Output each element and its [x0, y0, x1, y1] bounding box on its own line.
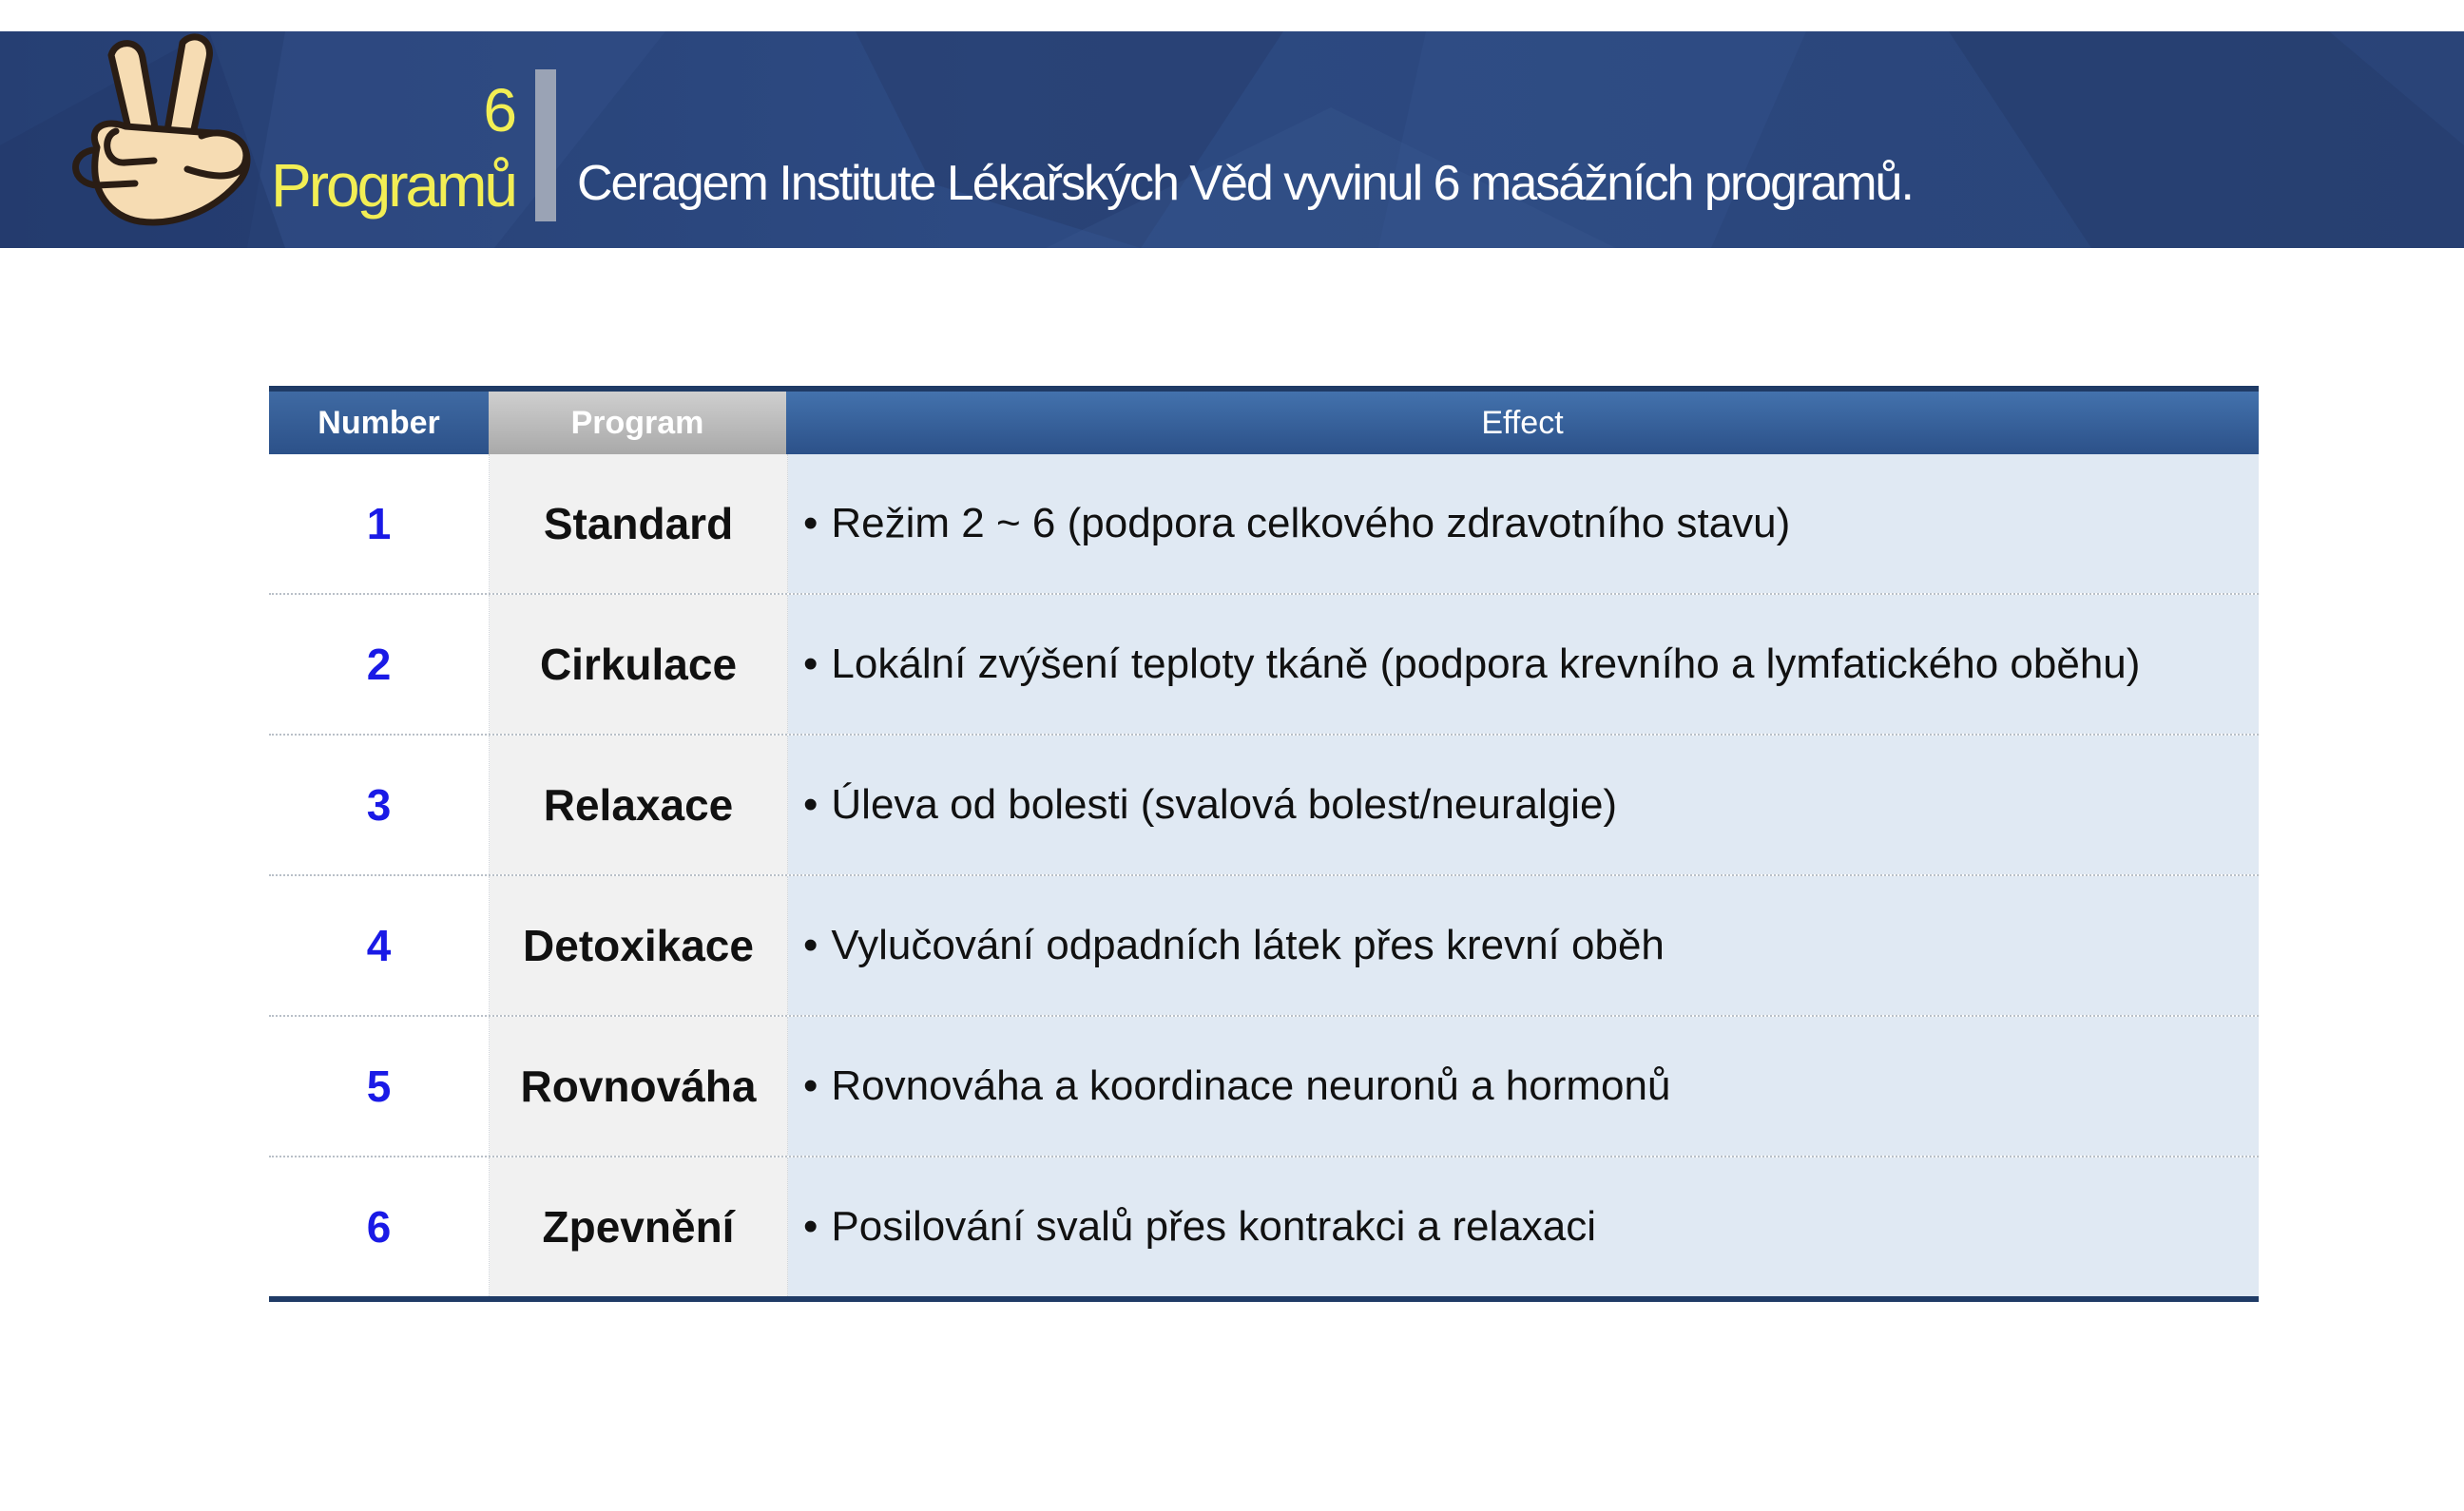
row-program: Zpevnění: [490, 1157, 788, 1296]
bullet: •: [803, 781, 818, 828]
table-bottom-rule: [269, 1296, 2259, 1302]
table-row: [269, 1157, 2259, 1296]
row-effect-text: Rovnováha a koordinace neuronů a hormonů: [831, 1062, 1671, 1109]
row-program: Cirkulace: [490, 595, 788, 734]
row-effect-text: Úleva od bolesti (svalová bolest/neuralgie): [831, 781, 1618, 828]
row-program: Standard: [490, 454, 788, 593]
row-effect: [788, 454, 2259, 593]
row-effect: [788, 1157, 2259, 1296]
row-number: 5: [269, 1017, 490, 1156]
row-program: Relaxace: [490, 736, 788, 874]
row-effect: [788, 736, 2259, 874]
row-number: 6: [269, 1157, 490, 1296]
row-effect-text: Režim 2 ~ 6 (podpora celkového zdravotního stavu): [831, 500, 1791, 546]
table-row: [269, 595, 2259, 736]
row-number: 2: [269, 595, 490, 734]
row-effect-text: Vylučování odpadních látek přes krevní oběh: [831, 922, 1665, 968]
banner-label: Programů: [271, 151, 515, 220]
row-program: Detoxikace: [490, 876, 788, 1015]
header-banner: [0, 31, 2464, 248]
row-program: Rovnováha: [490, 1017, 788, 1156]
column-header-effect: Effect: [786, 392, 2259, 454]
bullet: •: [803, 641, 818, 687]
row-effect: [788, 1017, 2259, 1156]
table-row: [269, 736, 2259, 876]
table-header-row: [269, 392, 2259, 454]
banner-count: 6: [483, 76, 515, 144]
row-number: 3: [269, 736, 490, 874]
bullet: •: [803, 1203, 818, 1250]
row-effect-text: Posilování svalů přes kontrakci a relaxaci: [831, 1203, 1596, 1250]
row-number: 1: [269, 454, 490, 593]
page-title: Ceragem Institute Lékařských Věd vyvinul 6 masážních programů.: [577, 156, 1913, 211]
bullet: •: [803, 922, 818, 968]
table-row: [269, 454, 2259, 595]
row-effect-text: Lokální zvýšení teploty tkáně (podpora krevního a lymfatického oběhu): [831, 641, 2141, 687]
table-row: [269, 876, 2259, 1017]
row-number: 4: [269, 876, 490, 1015]
column-header-program: Program: [489, 392, 786, 454]
bullet: •: [803, 1062, 818, 1109]
table-row: [269, 1017, 2259, 1157]
bullet: •: [803, 500, 818, 546]
row-effect: [788, 876, 2259, 1015]
banner-divider: [535, 69, 556, 221]
victory-hand-icon: [59, 31, 259, 231]
row-effect: [788, 595, 2259, 734]
column-header-number: Number: [269, 392, 489, 454]
programs-table: [269, 386, 2259, 1302]
